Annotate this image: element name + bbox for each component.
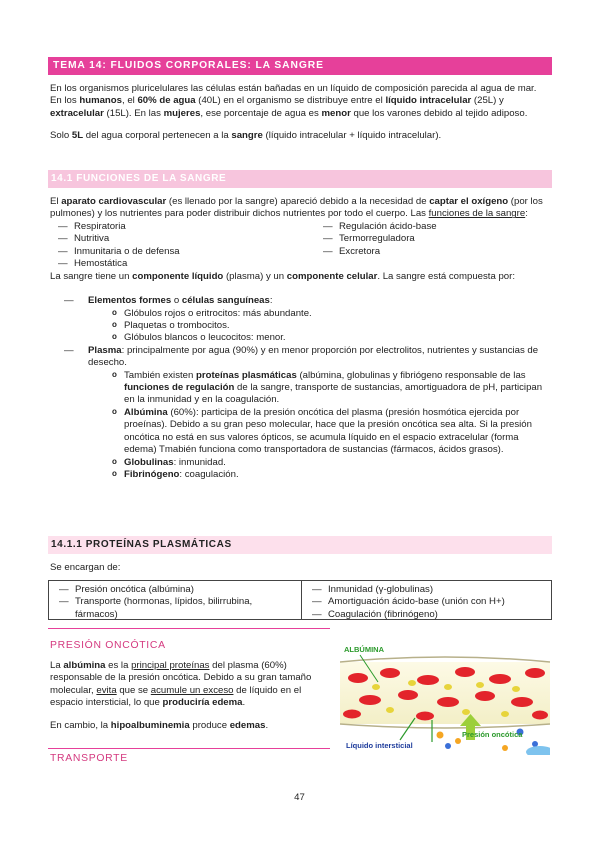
list-item: — Excretora	[323, 245, 381, 257]
functions-list-right	[323, 221, 543, 258]
page-number: 47	[294, 792, 305, 803]
list-item: — Hemostática	[58, 258, 128, 270]
list-item: o Plaquetas o trombocitos.	[112, 320, 550, 332]
table-cell: — Coagulación (fibrinógeno)	[312, 608, 438, 620]
vessel-wall-bottom	[340, 724, 550, 728]
table-column-left	[59, 584, 289, 621]
table-cell: — Transporte (hormonas, lípidos, bilirrubina, fármacos)	[59, 596, 253, 620]
interstitial-cell	[526, 746, 550, 755]
list-item: — Termorreguladora	[323, 233, 415, 245]
table-cell: — Amortiguación ácido-base (unión con H+)	[312, 596, 505, 608]
list-item-plasma: — Plasma: principalmente por agua (90%) y en menor proporción por electrolitos, nutrientes y sustancias de desecho.	[64, 344, 539, 369]
section-heading-proteins: 14.1.1 PROTEÍNAS PLASMÁTICAS	[51, 539, 232, 550]
oncotic-paragraph-1: La albúmina es la principal proteínas del plasma (60%) responsable de la presión oncótica. Debido a su gran tamaño molecular, evita que se acumule un exceso de líquido en el espacio intersticial, lo que produciría edema.	[50, 660, 312, 709]
intro-paragraph-2: Solo 5L del agua corporal pertenecen a la sangre (líquido intracelular + líquido intracelular).	[50, 130, 442, 142]
divider-bottom	[48, 748, 330, 749]
section-band-proteins	[48, 536, 552, 554]
list-item: — Regulación ácido-base	[323, 220, 437, 232]
functions-list	[50, 221, 550, 271]
functions-intro: El aparato cardiovascular (es llenado por la sangre) apareció debido a la necesidad de captar el oxígeno (por los pulmones) y los nutrientes para poder distribuir dichos nutrientes por todo el cuerpo. Las funciones de la sangre:	[50, 196, 543, 220]
page-title: TEMA 14: FLUIDOS CORPORALES: LA SANGRE	[53, 60, 324, 71]
composition-intro: La sangre tiene un componente líquido (plasma) y un componente celular. La sangre está compuesta por:	[50, 270, 515, 282]
functions-block	[50, 196, 550, 481]
table-divider	[301, 581, 302, 619]
interstitial-label: Líquido intersticial	[346, 741, 413, 750]
composition-list	[50, 295, 550, 481]
plasma-area	[340, 662, 550, 724]
table-column-right	[312, 584, 548, 621]
list-item: — Nutritiva	[58, 233, 110, 245]
list-item: — Inmunitaria o de defensa	[58, 245, 180, 257]
list-item: o Glóbulos rojos o eritrocitos: más abundante.	[112, 308, 550, 320]
vessel-wall-top	[340, 657, 550, 662]
proteins-intro: Se encargan de:	[50, 562, 121, 573]
section-band-functions	[48, 170, 552, 188]
oncotic-pressure-label: Presión oncótica	[462, 730, 523, 739]
section-heading-functions: 14.1 FUNCIONES DE LA SANGRE	[51, 173, 227, 184]
intro-paragraph-1: En los organismos pluricelulares las células están bañadas en un líquido de composición parecida al agua de mar. En los humanos, el 60% de agua (40L) en el organismo se distribuye entre el líquido intracelular (25L) y extracelular (15L). En las mujeres, ese porcentaje de agua es menor que los varones debido al tejido adiposo.	[50, 83, 537, 119]
list-item: o Fibrinógeno: coagulación.	[112, 469, 550, 481]
elements-sublist	[50, 308, 550, 345]
list-item: — Respiratoria	[58, 220, 126, 232]
list-item: o También existen proteínas plasmáticas (albúmina, globulinas y fibriógeno responsable de las funciones de regulación de la sangre, transporte de sustancias, amortiguadora de pH, participan en la inmunidad y en la coagulación.	[112, 370, 550, 407]
oncotic-pressure-figure	[340, 640, 550, 755]
list-item: o Glóbulos blancos o leucocitos: menor.	[112, 332, 550, 344]
proteins-table	[48, 580, 552, 620]
transport-heading: TRANSPORTE	[50, 753, 128, 764]
list-item: o Albúmina (60%): participa de la presión oncótica del plasma (presión hosmótica ejercida por proeínas). Debido a su gran peso molecular, hace que la presión oncótica sea alta. Si la presión oncótica no está en sus valores ópticos, se acumula líquido en el espacio extracelular (forma edema) Tmabién funciona como transportadora de sustancias (fármacos, ácidos grasos).	[112, 407, 550, 457]
table-cell: — Presión oncótica (albúmina)	[59, 584, 194, 595]
oncotic-paragraph-2: En cambio, la hipoalbuminemia produce edemas.	[50, 719, 269, 731]
albumin-label: ALBÚMINA	[344, 645, 384, 654]
divider-top	[48, 628, 330, 629]
oncotic-text	[50, 660, 326, 732]
list-item: o Globulinas: inmunidad.	[112, 457, 550, 469]
plasma-sublist	[50, 370, 550, 482]
intro-block	[50, 83, 550, 143]
title-band	[48, 57, 552, 75]
functions-list-left	[58, 221, 278, 271]
table-cell: — Inmunidad (γ-globulinas)	[312, 584, 434, 595]
list-item-elements: — Elementos formes o células sanguíneas:	[64, 295, 273, 307]
oncotic-heading: PRESIÓN ONCÓTICA	[50, 640, 166, 651]
